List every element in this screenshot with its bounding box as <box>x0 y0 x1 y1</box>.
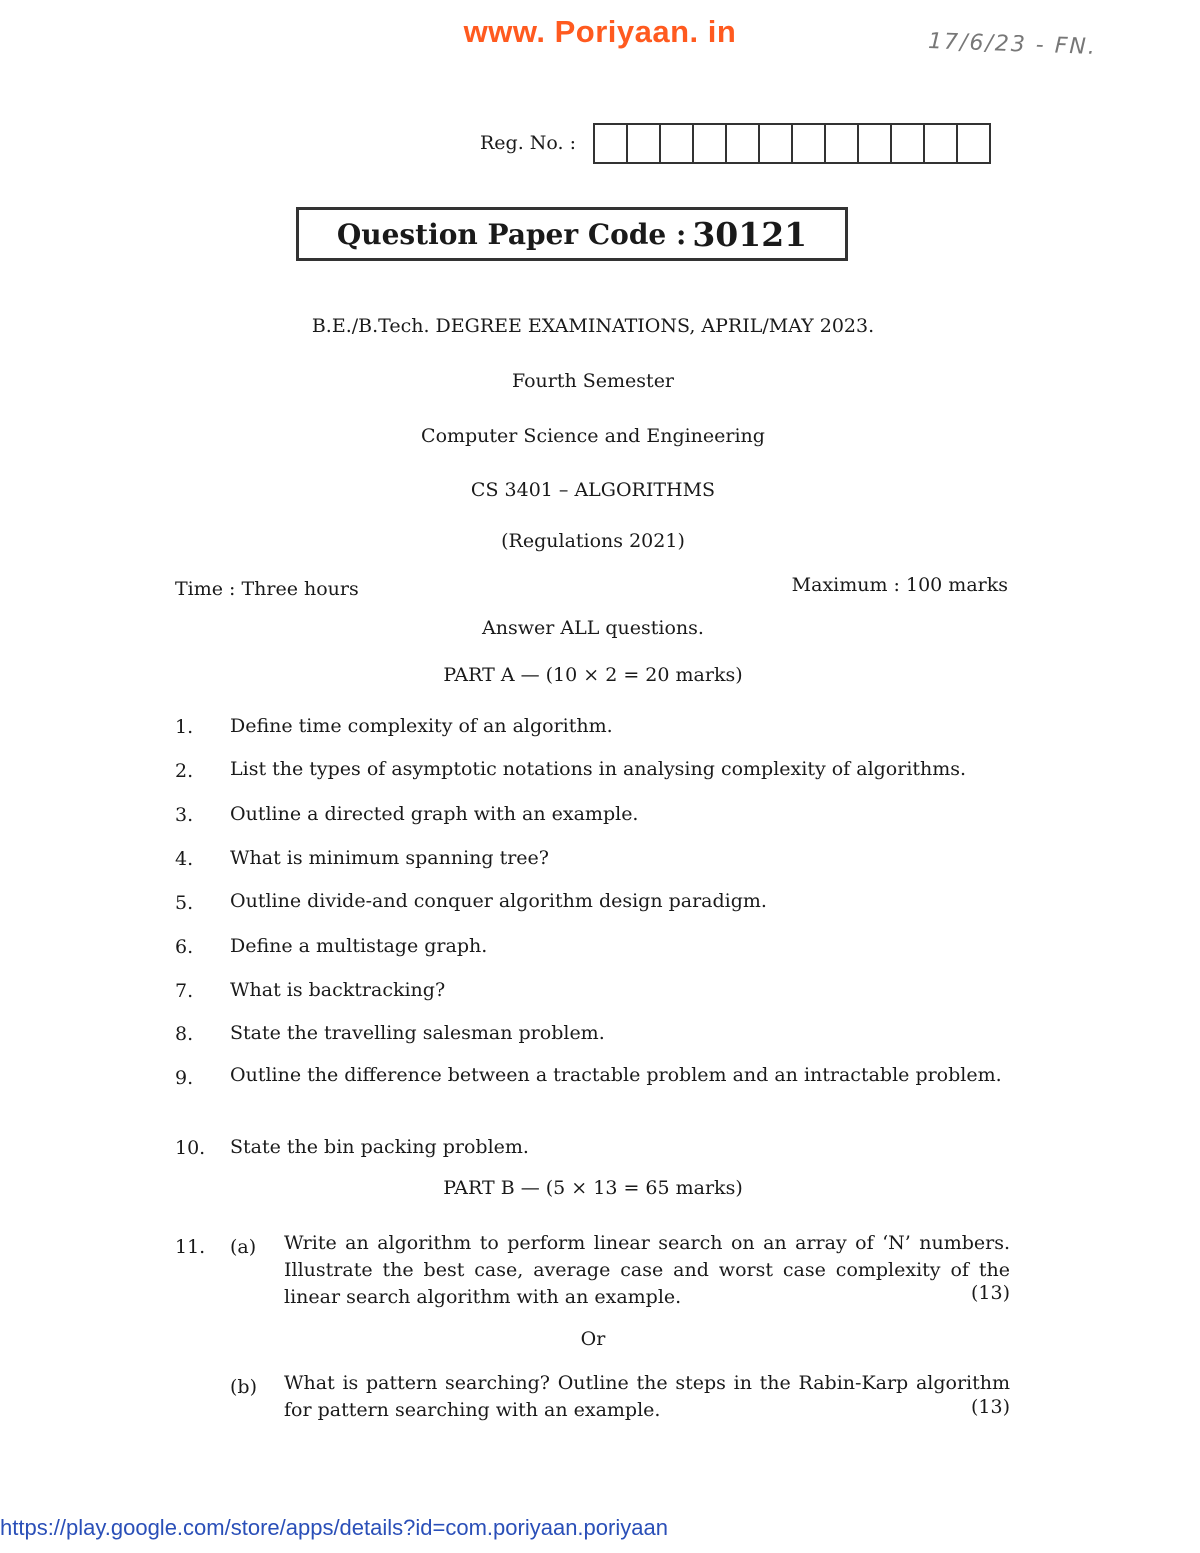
question-number: 2. <box>175 760 194 782</box>
semester: Fourth Semester <box>511 370 675 392</box>
footer-app-link[interactable]: https://play.google.com/store/apps/details?id=com.poriyaan.poriyaan <box>0 1515 668 1540</box>
watermark-link[interactable]: www. Poriyaan. in <box>463 14 737 49</box>
reg-no-digit-box <box>727 125 760 162</box>
marks-label: (13) <box>970 1282 1010 1304</box>
reg-no-digit-box <box>595 125 628 162</box>
question-text: State the bin packing problem. <box>230 1136 529 1158</box>
reg-no-digit-box <box>958 125 991 162</box>
question-number: 10. <box>175 1137 206 1159</box>
question-text: List the types of asymptotic notations in analysing complexity of algorithms. <box>230 758 967 780</box>
part-a-heading: PART A — (10 × 2 = 20 marks) <box>443 664 743 686</box>
reg-no-digit-box <box>694 125 727 162</box>
reg-no-digit-box <box>925 125 958 162</box>
reg-no-digit-box <box>760 125 793 162</box>
instruction: Answer ALL questions. <box>482 617 704 639</box>
reg-no-digit-box <box>826 125 859 162</box>
or-separator: Or <box>580 1328 606 1350</box>
exam-time: Time : Three hours <box>175 578 359 600</box>
question-number: 4. <box>175 848 194 870</box>
reg-no-digit-box <box>859 125 892 162</box>
question-text: Outline the difference between a tractable problem and an intractable problem. <box>230 1064 1002 1086</box>
code-label: Question Paper Code : <box>336 217 687 251</box>
max-marks: Maximum : 100 marks <box>791 574 1008 596</box>
reg-no-boxes <box>593 123 991 164</box>
handwritten-date: 17/6/23 - FN. <box>927 29 1098 60</box>
question-text: Outline divide-and conquer algorithm design paradigm. <box>230 890 767 912</box>
question-text: What is minimum spanning tree? <box>230 847 549 869</box>
reg-no-label: Reg. No. : <box>480 132 577 154</box>
question-number: 8. <box>175 1023 194 1045</box>
question-number: 1. <box>175 716 194 738</box>
reg-no-digit-box <box>628 125 661 162</box>
sub-question-label: (a) <box>230 1236 257 1258</box>
sub-question-text: Write an algorithm to perform linear search on an array of ‘N’ numbers. Illustrate the best case, average case and worst case complexity of the linear search algorithm with an example. <box>284 1232 1010 1308</box>
reg-no-digit-box <box>892 125 925 162</box>
degree-title: B.E./B.Tech. DEGREE EXAMINATIONS, APRIL/MAY 2023. <box>311 315 875 337</box>
question-number: 5. <box>175 892 194 914</box>
sub-question-label: (b) <box>230 1376 257 1398</box>
reg-no-digit-box <box>661 125 694 162</box>
question-number: 3. <box>175 804 194 826</box>
course-title: CS 3401 – ALGORITHMS <box>470 479 716 501</box>
reg-no-digit-box <box>793 125 826 162</box>
code-value: 30121 <box>692 214 808 254</box>
question-text: Define a multistage graph. <box>230 935 488 957</box>
department: Computer Science and Engineering <box>421 425 765 447</box>
sub-question-text: What is pattern searching? Outline the steps in the Rabin-Karp algorithm for pattern searching with an example. <box>284 1372 1010 1421</box>
part-b-heading: PART B — (5 × 13 = 65 marks) <box>443 1177 743 1199</box>
regulations: (Regulations 2021) <box>501 530 685 552</box>
question-number: 9. <box>175 1067 194 1089</box>
question-paper-code-box <box>296 207 848 261</box>
question-text: Define time complexity of an algorithm. <box>230 715 613 737</box>
question-text: State the travelling salesman problem. <box>230 1022 605 1044</box>
question-number: 7. <box>175 980 194 1002</box>
question-number: 6. <box>175 936 194 958</box>
marks-label: (13) <box>970 1396 1010 1418</box>
question-text: What is backtracking? <box>230 979 446 1001</box>
question-text: Outline a directed graph with an example. <box>230 803 639 825</box>
question-number: 11. <box>175 1236 206 1258</box>
